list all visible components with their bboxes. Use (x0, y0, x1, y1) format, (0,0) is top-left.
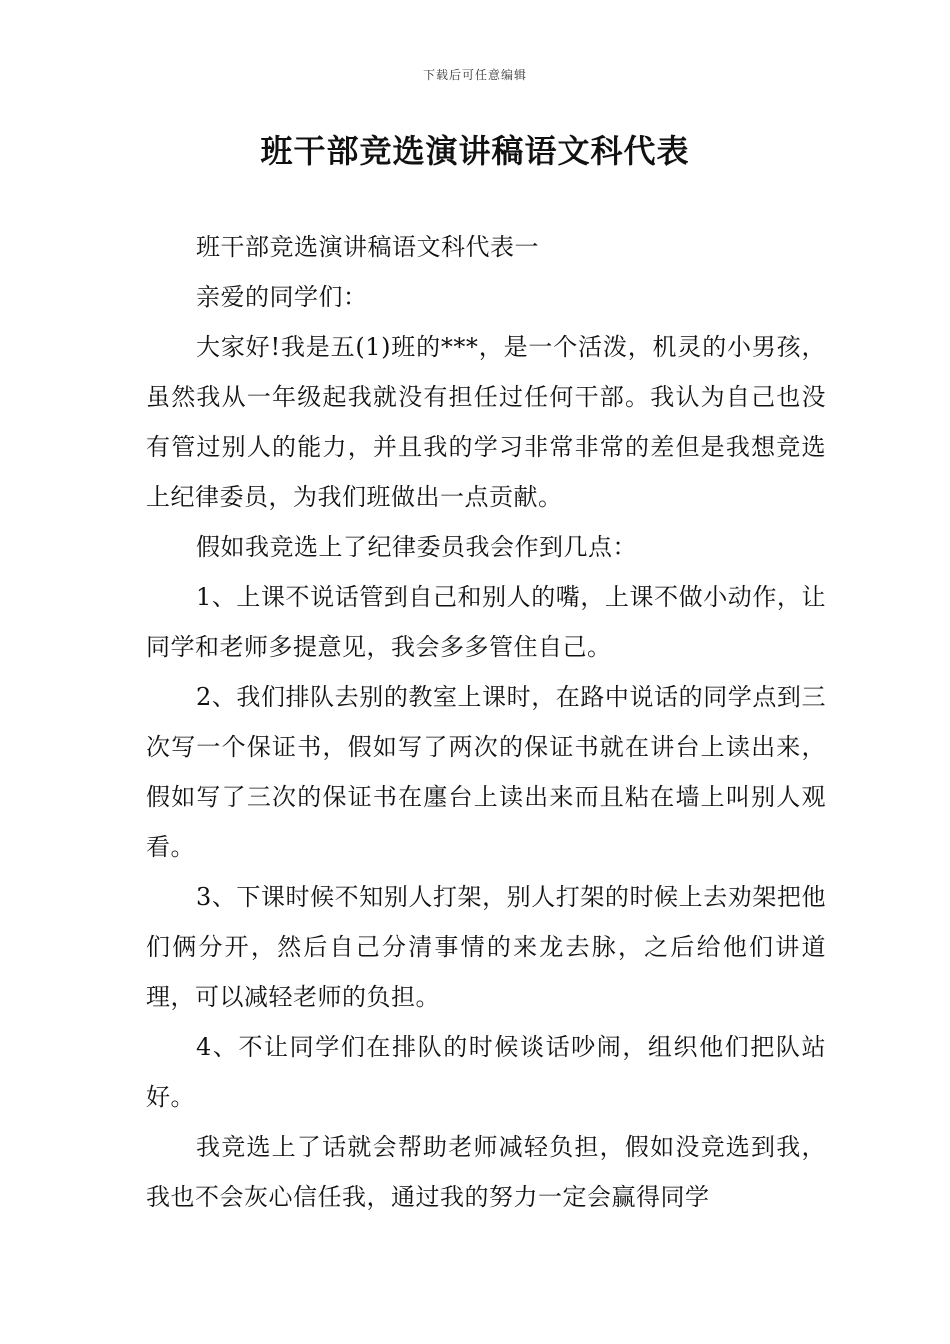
paragraph-point-2: 2、我们排队去别的教室上课时，在路中说话的同学点到三次写一个保证书，假如写了两次的保证书就在讲台上读出来，假如写了三次的保证书在廛台上读出来而且粘在墙上叫别人观看。 (146, 683, 826, 861)
paragraph-point-1: 1、上课不说话管到自己和别人的嘴，上课不做小动作，让同学和老师多提意见，我会多多管住自己。 (146, 583, 826, 661)
header-note: 下载后可任意编辑 (422, 68, 527, 82)
paragraph-points-lead: 假如我竞选上了纪律委员我会作到几点： (196, 533, 637, 561)
paragraph-subtitle: 班干部竞选演讲稿语文科代表一 (196, 233, 539, 261)
paragraph-point-3: 3、下课时候不知别人打架，别人打架的时候上去劝架把他们俩分开，然后自己分清事情的来龙去脉，之后给他们讲道理，可以减轻老师的负担。 (146, 883, 826, 1011)
paragraph-greeting: 亲爱的同学们： (196, 283, 368, 311)
paragraph-point-4: 4、不让同学们在排队的时候谈话吵闹，组织他们把队站好。 (146, 1033, 826, 1111)
paragraph-closing: 我竞选上了话就会帮助老师减轻负担，假如没竞选到我，我也不会灰心信任我，通过我的努力一定会赢得同学 (146, 1133, 826, 1211)
document-title: 班干部竞选演讲稿语文科代表 (260, 132, 690, 170)
paragraph-intro: 大家好!我是五(1)班的***，是一个活泼，机灵的小男孩，虽然我从一年级起我就没有担任过任何干部。我认为自己也没有管过别人的能力，并且我的学习非常非常的差但是我想竞选上纪律委员，为我们班做出一点贡献。 (146, 333, 826, 511)
document-body (146, 222, 826, 1222)
